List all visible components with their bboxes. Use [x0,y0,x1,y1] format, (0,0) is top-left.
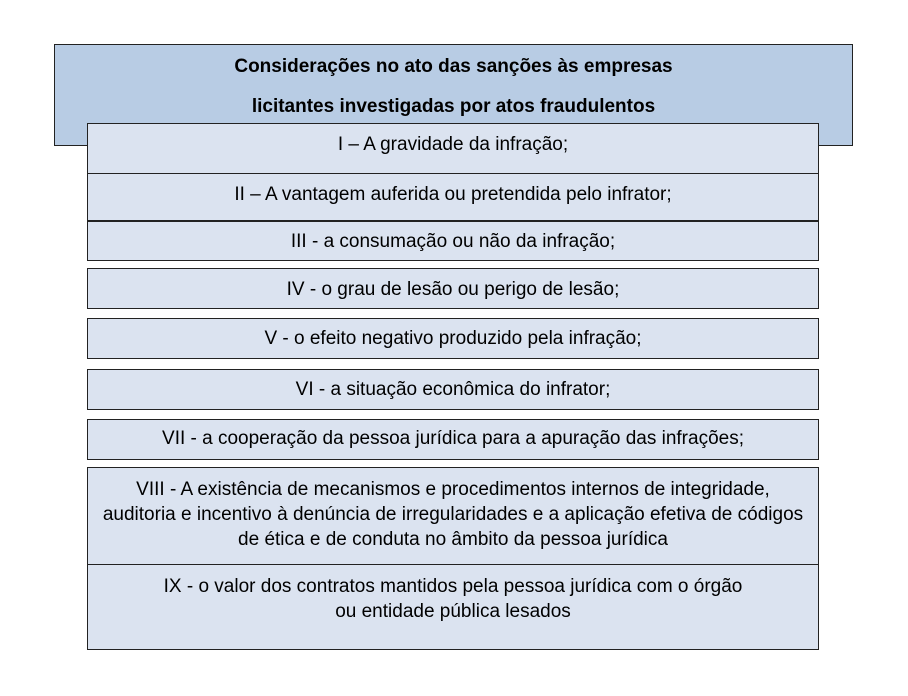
item-text: VI - a situação econômica do infrator; [295,379,611,400]
item-text: V - o efeito negativo produzido pela infração; [264,328,642,349]
header-title-line-1: Considerações no ato das sanções às empresas [234,56,673,77]
item-text: III - a consumação ou não da infração; [290,231,616,252]
item-text: VIII - A existência de mecanismos e procedimentos internos de integridade, auditoria e incentivo à denúncia de irregularidades e a aplicação efetiva de códigos de ética e de conduta no âmbito da pessoa jurídica [102,479,804,550]
item-box-1 [87,123,819,174]
item-box-7 [87,419,819,460]
item-box-4 [87,268,819,309]
item-text: IX - o valor dos contratos mantidos pela pessoa jurídica com o órgão ou entidade pública lesados [163,576,743,622]
item-text: VII - a cooperação da pessoa jurídica para a apuração das infrações; [162,428,744,449]
item-text: I – A gravidade da infração; [337,134,569,155]
item-box-9 [87,564,819,650]
item-box-5 [87,318,819,359]
item-box-6 [87,369,819,410]
item-box-2 [87,173,819,221]
item-text: IV - o grau de lesão ou perigo de lesão; [286,279,620,300]
item-text: II – A vantagem auferida ou pretendida pelo infrator; [234,184,672,205]
item-box-3 [87,221,819,261]
item-box-8 [87,467,819,565]
header-title-line-2: licitantes investigadas por atos fraudulentos [251,96,656,117]
